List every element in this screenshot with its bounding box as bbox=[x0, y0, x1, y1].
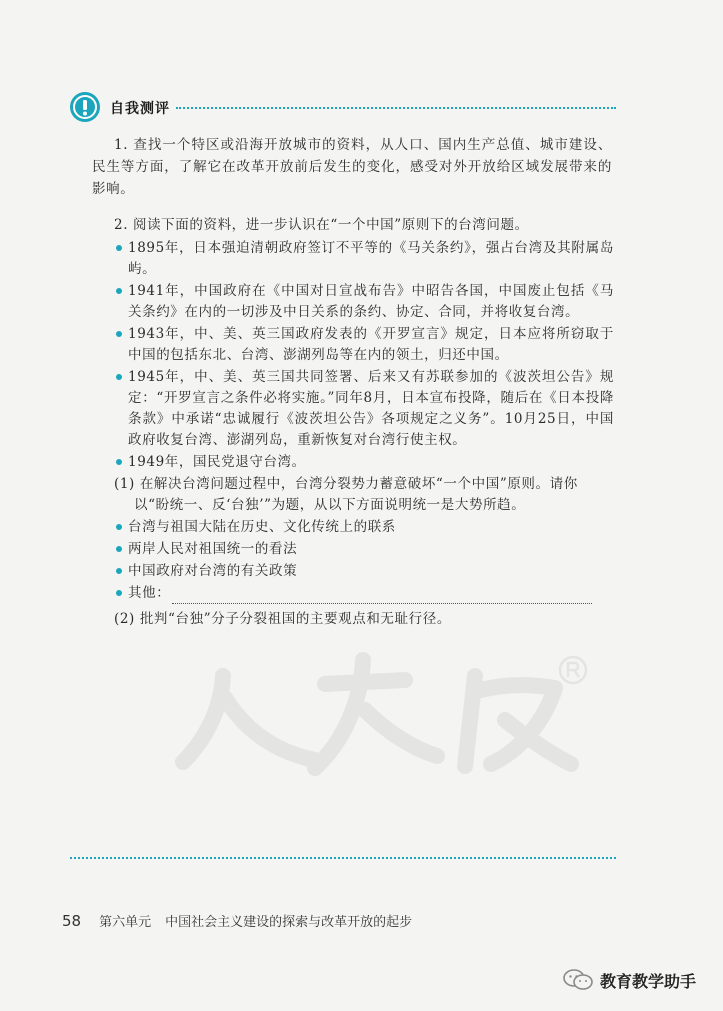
page-number: 58 bbox=[62, 912, 82, 930]
sub-question-1-line2: 以“盼统一、反‘台独’”为题，从以下方面说明统一是大势所趋。 bbox=[134, 497, 526, 513]
aspect-item bbox=[114, 561, 614, 582]
wechat-icon bbox=[562, 967, 594, 993]
bullet-icon bbox=[116, 288, 122, 294]
list-item-text: 1943年，中、美、英三国政府发表的《开罗宣言》规定，日本应将所窃取于中国的包括东北、台湾、澎湖列岛等在内的领土，归还中国。 bbox=[128, 326, 614, 363]
unit-title: 中国社会主义建设的探索与改革开放的起步 bbox=[165, 915, 413, 930]
bullet-icon bbox=[116, 546, 122, 552]
question-2: 2. 阅读下面的资料，进一步认识在“一个中国”原则下的台湾问题。 bbox=[114, 217, 529, 233]
header-dotted-divider bbox=[176, 107, 616, 109]
aspect-item-other bbox=[114, 583, 614, 604]
bullet-icon bbox=[116, 590, 122, 596]
section-title: 自我测评 bbox=[110, 101, 170, 117]
publisher-watermark bbox=[175, 640, 605, 780]
question-2-materials bbox=[114, 238, 614, 631]
bullet-icon bbox=[116, 245, 122, 251]
aspect-item-text: 中国政府对台湾的有关政策 bbox=[128, 563, 298, 579]
list-item-text: 1895年，日本强迫清朝政府签订不平等的《马关条约》，强占台湾及其附属岛屿。 bbox=[128, 240, 614, 277]
list-item-text: 1945年，中、美、英三国共同签署、后来又有苏联参加的《波茨坦公告》规定：“开罗宣言之条件必将实施。”同年8月，日本宣布投降，随后在《日本投降条款》中承诺“忠诚履行《波茨坦公告》各项规定之义务”。10月25日，中国政府收复台湾、澎湖列岛，重新恢复对台湾行使主权。 bbox=[128, 369, 614, 448]
bottom-dotted-divider bbox=[70, 857, 616, 859]
list-item bbox=[114, 281, 614, 323]
account-name: 教育教学助手 bbox=[600, 971, 697, 991]
other-label: 其他： bbox=[128, 585, 171, 601]
list-item bbox=[114, 367, 614, 451]
aspect-item-text: 两岸人民对祖国统一的看法 bbox=[128, 541, 298, 557]
list-item-text: 1949年，国民党退守台湾。 bbox=[128, 454, 306, 470]
wechat-account-badge bbox=[562, 966, 696, 994]
sub-question-1 bbox=[114, 474, 614, 516]
exclamation-icon bbox=[70, 92, 100, 122]
sub-question-1-line1: (1) 在解决台湾问题过程中，台湾分裂势力蓄意破坏“一个中国”原则。请你 bbox=[114, 476, 578, 492]
list-item bbox=[114, 238, 614, 280]
bullet-icon bbox=[116, 524, 122, 530]
section-header bbox=[70, 92, 616, 126]
aspect-item bbox=[114, 517, 614, 538]
sub-question-2-text: (2) 批判“台独”分子分裂祖国的主要观点和无耻行径。 bbox=[114, 611, 451, 627]
bullet-icon bbox=[116, 459, 122, 465]
aspect-item-text: 台湾与祖国大陆在历史、文化传统上的联系 bbox=[128, 519, 396, 535]
question-1: 1. 查找一个特区或沿海开放城市的资料，从人口、国内生产总值、城市建设、民生等方面，了解它在改革开放前后发生的变化，感受对外开放给区域发展带来的影响。 bbox=[92, 137, 612, 197]
list-item bbox=[114, 324, 614, 366]
page-footer bbox=[62, 911, 412, 933]
aspect-item bbox=[114, 539, 614, 560]
bullet-icon bbox=[116, 568, 122, 574]
sub-question-2 bbox=[114, 609, 614, 630]
list-item-text: 1941年，中国政府在《中国对日宣战布告》中昭告各国，中国废止包括《马关条约》在内的一切涉及中日关系的条约、协定、合同，并将收复台湾。 bbox=[128, 283, 614, 320]
other-answer-line[interactable] bbox=[172, 589, 592, 604]
bullet-icon bbox=[116, 374, 122, 380]
list-item bbox=[114, 452, 614, 473]
unit-label: 第六单元 bbox=[99, 915, 152, 930]
bullet-icon bbox=[116, 331, 122, 337]
